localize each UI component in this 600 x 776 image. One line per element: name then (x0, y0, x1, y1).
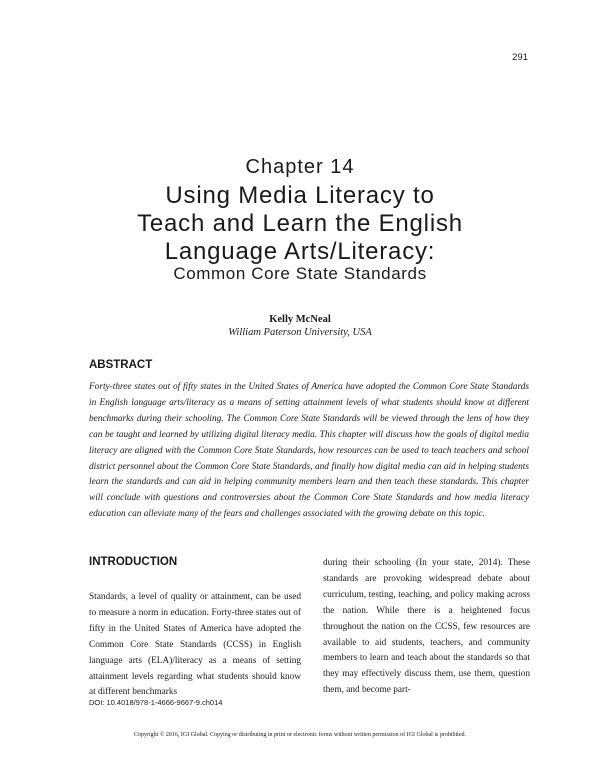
abstract-heading: ABSTRACT (89, 359, 153, 371)
introduction-right-column: during their schooling (In your state, 2014). These standards are provoking widespread debate about curriculum, testing, teaching, and policy making across the nation. While there is a heightened focus throughout the nation on the CCSS, few resources are available to aid students, teachers, and community members to learn and teach about the standards so that they may effectively discuss them, use them, question them, and become part- (323, 558, 530, 696)
author-affiliation: William Paterson University, USA (228, 327, 372, 338)
title-line-1: Using Media Literacy to (165, 182, 435, 209)
title-line-2: Teach and Learn the English (137, 210, 463, 237)
introduction-left-column: Standards, a level of quality or attainment, can be used to measure a norm in education. Forty-three states out of fifty in the United States of America have adopted the Common Core State Standards (CCSS) in English language arts (ELA)/literacy as a means of setting attainment levels regarding what students should know at different benchmarks (89, 592, 301, 698)
chapter-subtitle: Common Core State Standards (173, 264, 427, 283)
title-line-3: Language Arts/Literacy: (164, 238, 436, 265)
abstract-text: Forty-three states out of fifty states in the United States of America have adopted the Common Core State Standards in English language arts/literacy as a means of setting attainment levels of what students should know at different benchmarks during their schooling. The Common Core State Standards will be viewed through the lens of how they can be taught and learned by utilizing digital literacy media. This chapter will discuss how the goals of digital media literacy are aligned with the Common Core State Standards, how resources can be used to teach teachers and school district personnel about the Common Core State Standards, and finally how digital media can aid in helping students learn the standards and can aid in helping community members learn and then teach these standards. This chapter will conclude with questions and controversies about the Common Core State Standards and how media literacy education can alleviate many of the fears and challenges associated with the growing debate on this topic. (89, 382, 529, 520)
author-name: Kelly McNeal (269, 314, 331, 325)
page-number: 291 (512, 52, 528, 63)
copyright-notice: Copyright © 2016, IGI Global. Copying or distributing in print or electronic forms without written permission of IGI Global is prohibited. (133, 732, 466, 738)
introduction-heading: INTRODUCTION (89, 556, 178, 568)
chapter-label: Chapter 14 (245, 156, 355, 178)
doi: DOI: 10.4018/978-1-4666-9667-9.ch014 (89, 698, 223, 707)
chapter-title (0, 182, 600, 266)
